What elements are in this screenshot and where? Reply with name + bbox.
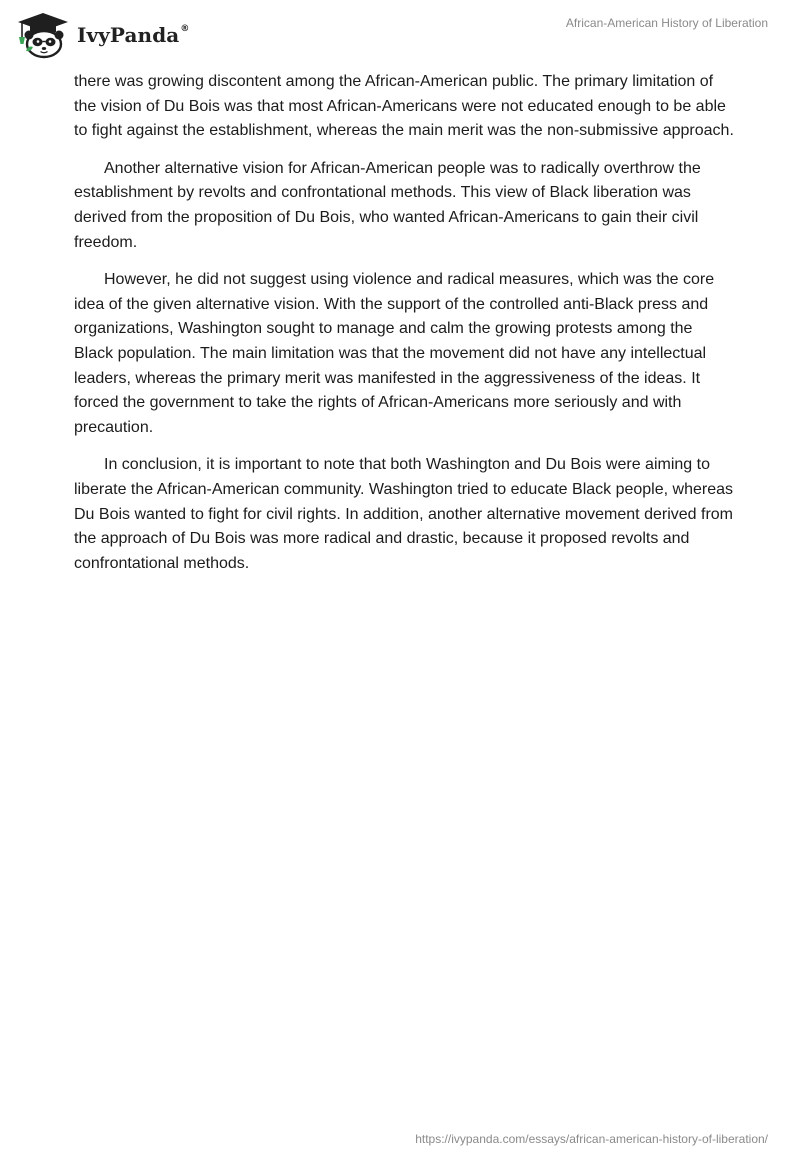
registered-mark: ®	[180, 24, 190, 35]
paragraph-3: However, he did not suggest using violence and radical measures, which was the core idea of the given alternative vision. With the support of the controlled anti-Black press and organizations, Washington sought to manage and calm the growing protests among the Black population. The main limitation was that the movement did not have any intellectual leaders, whereas the primary merit was manifested in the aggressiveness of the ideas. It forced the government to take the rights of African-Americans more seriously and with precaution.	[74, 271, 715, 436]
document-title: African-American History of Liberation	[565, 16, 768, 30]
essay-body	[74, 70, 734, 589]
paragraph-1: there was growing discontent among the African-American public. The primary limitation of the vision of Du Bois was that most African-Americans were not educated enough to be able to fight against the establishment, whereas the main merit was the non-submissive approach.	[74, 73, 734, 140]
page-header	[0, 0, 800, 70]
paragraph-4: In conclusion, it is important to note that both Washington and Du Bois were aiming to liberate the African-American community. Washington tried to educate Black people, whereas Du Bois wanted to fight for civil rights. In addition, another alternative movement derived from the approach of Du Bois was more radical and drastic, because it proposed revolts and confrontational methods.	[74, 456, 733, 572]
ivypanda-logo[interactable]	[14, 8, 189, 62]
panda-graduation-cap-icon	[14, 11, 72, 59]
brand-name: IvyPanda®	[77, 23, 190, 47]
source-url[interactable]: https://ivypanda.com/essays/african-american-history-of-liberation/	[415, 1132, 768, 1146]
paragraph-2: Another alternative vision for African-American people was to radically overthrow the establishment by revolts and confrontational methods. This view of Black liberation was derived from the proposition of Du Bois, who wanted African-Americans to gain their civil freedom.	[74, 159, 701, 251]
